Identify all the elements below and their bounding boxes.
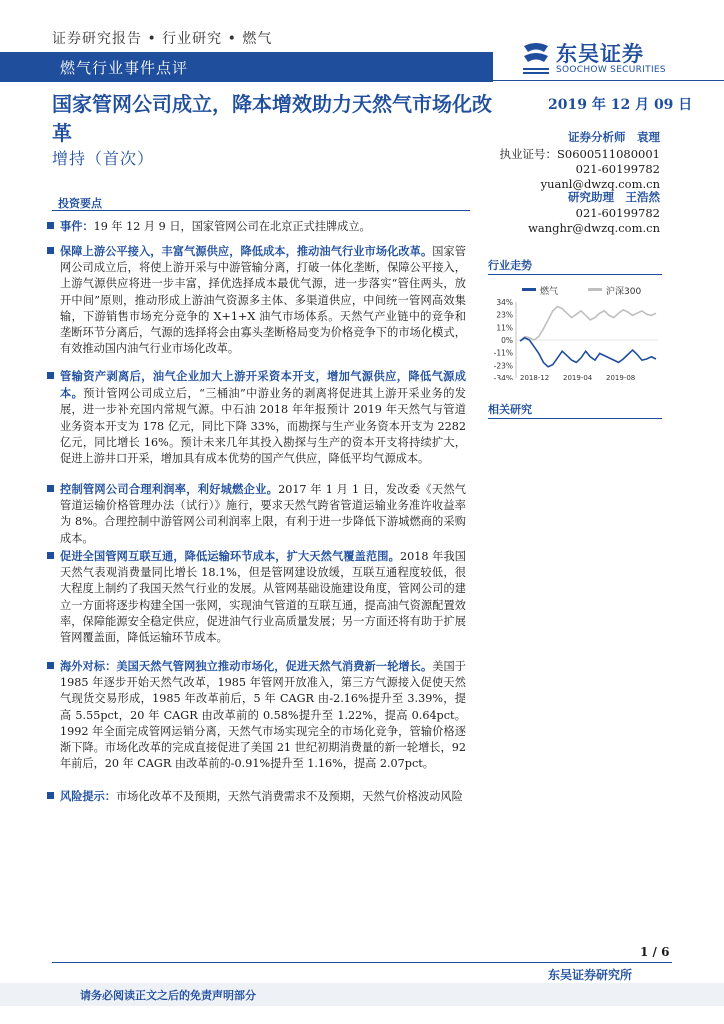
bullet-head: 促进全国管网互联互通，降低运输环节成本，扩大天然气覆盖范围。	[60, 549, 400, 563]
bullet-square	[47, 372, 54, 379]
logo-english-name: SOOCHOW SECURITIES	[556, 65, 666, 75]
x-tick-label: 2019-08	[606, 374, 636, 380]
trend-title: 行业走势	[488, 259, 532, 272]
bullet-head: 保障上游公平接入，丰富气源供应，降低成本，推动油气行业市场化改革。	[60, 244, 433, 258]
section-divider	[52, 210, 470, 211]
bullet-network	[60, 548, 466, 646]
y-tick-label: 23%	[496, 310, 513, 320]
bullet-upstream	[60, 243, 466, 357]
y-tick-label: 34%	[496, 298, 513, 307]
y-tick-label: -11%	[493, 348, 513, 358]
report-type-banner	[0, 52, 493, 82]
y-tick-label: -23%	[493, 361, 513, 371]
legend-swatch	[588, 288, 602, 291]
disclaimer-text: 请务必阅读正文之后的免责声明部分	[80, 989, 256, 1002]
footer-divider	[52, 962, 672, 963]
bullet-square	[47, 222, 54, 229]
bullet-body: 市场化改革不及预期，天然气消费需求不及预期，天然气价格波动风险	[115, 790, 463, 803]
report-date: 2019 年 12 月 09 日	[548, 97, 693, 113]
assistant-name: 研究助理 王浩然	[568, 190, 660, 204]
rating: 增持（首次）	[52, 149, 155, 168]
bullet-risk	[60, 788, 466, 805]
industry-trend-chart	[486, 280, 662, 380]
analyst-name: 证券分析师 袁理	[568, 130, 660, 144]
y-tick-label: 0%	[501, 336, 513, 345]
bullet-capex	[60, 368, 466, 467]
bullet-body: 2018 年我国天然气表观消费量同比增长 18.1%，但是管网建设放缓，互联互通程度较低，很大程度上制约了我国天然气行业的发展。从管网基础设施建设角度，管网公司的建立一方面将逐步构建全国一张网，实现油气管道的互联互通，提高油气资源配置效率，保障能源安全稳定供应，促进油气行业高质量发展；另一方面还将有助于扩展管网覆盖面，降低运输环节成本。	[60, 550, 466, 645]
bullet-body: 19 年 12 月 9 日，国家管网公司在北京正式挂牌成立。	[93, 220, 371, 233]
y-tick-label: -34%	[493, 374, 513, 380]
bullet-head: 事件：	[60, 219, 94, 233]
banner-label: 燃气行业事件点评	[60, 59, 189, 77]
y-tick-label: 11%	[496, 323, 513, 333]
bullet-head: 管输资产剥离后，油气企业加大上游开采资本开支，增加气源供应，降低气源成本。	[60, 369, 466, 401]
bullet-square	[47, 247, 54, 254]
analyst-cert: 执业证号：S0600511080001	[499, 147, 660, 161]
bullet-profit	[60, 481, 466, 547]
logo-mark-icon	[520, 40, 552, 76]
legend-label: 燃气	[540, 287, 559, 297]
legend-swatch	[522, 288, 536, 291]
header-divider	[490, 80, 724, 81]
bullet-square	[47, 485, 54, 492]
bullet-event	[60, 218, 466, 235]
legend-label: 沪深300	[606, 287, 642, 297]
analyst-email: yuanl@dwzq.com.cn	[540, 177, 660, 191]
series-line	[520, 307, 656, 342]
bullet-head: 控制管网公司合理利润率，利好城燃企业。	[60, 482, 279, 496]
company-logo	[520, 38, 690, 80]
bullet-body: 国家管网公司成立后，将使上游开采与中游管输分离，打破一体化垄断，保障公平接入，上游气源供应将进一步丰富，择优选择成本最优气源，进一步落实“管住两头，放开中间”原则，推动形成上游油气资源多主体、多渠道供应，中间统一管网高效集输，下游销售市场充分竞争的 X+1+X 油气市场体系。天然气产业链中的竞争和垄断环节分离后，气源的选择将会由寡头垄断格局变为价格竞争下的市场化模式，有效推动国内油气行业市场化改革。	[60, 245, 466, 356]
bullet-body: 预计管网公司成立后，“三桶油”中游业务的剥离将促进其上游开采业务的发展，进一步补充国内常规气源。中石油 2018 年年报预计 2019 年天然气与管道业务资本开支为 178 亿元，同比下降 33%，而勘探与生产业务资本开支为 2282 亿元，同比增长 16%。预计未来几年其投入勘探与生产的资本开支将持续扩大，促进上游井口开采，增加具有成本优势的国产气供应，降低平均气源成本。	[60, 387, 466, 466]
bullet-body: 2017 年 1 月 1 日，发改委《天然气管道运输价格管理办法（试行）》施行，要求天然气跨省管道运输业务准许收益率为 8%。合理控制中游管网公司利润率上限，有利于进一步降低下游城燃商的采购成本。	[60, 483, 466, 545]
related-research-title: 相关研究	[488, 403, 532, 416]
bullet-square	[47, 662, 54, 669]
bullet-square	[47, 792, 54, 799]
bullet-body: 美国于 1985 年逐步开始天然气改革，1985 年管网开放准入，第三方气源接入促使天然气现货交易形成，1985 年改革前后，5 年 CAGR 由-2.16%提升至 3.39%，提高 5.55pct，20 年 CAGR 由改革前的 0.58%提升至 1.22%，提高 0.64pct。1992 年全面完成管网运销分离，天然气市场实现完全的市场化竞争，管输价格逐渐下降。市场化改革的完成直接促进了美国 21 世纪初期消费量的新一轮增长，92 年前后，20 年 CAGR 由改革前的-0.91%提升至 1.16%，提高 2.07pct。	[60, 660, 466, 771]
x-tick-label: 2019-04	[563, 374, 593, 380]
trend-divider	[488, 274, 662, 275]
bullet-head: 海外对标：美国天然气管网独立推动市场化，促进天然气消费新一轮增长。	[60, 659, 433, 673]
related-divider	[488, 418, 662, 419]
bullet-overseas	[60, 658, 466, 772]
logo-name: 东吴证券	[556, 42, 644, 66]
series-line	[520, 338, 656, 367]
page-number: 1 / 6	[640, 945, 670, 959]
assistant-phone: 021-60199782	[575, 206, 660, 220]
assistant-email: wanghr@dwzq.com.cn	[528, 221, 660, 235]
bullet-square	[47, 552, 54, 559]
analyst-phone: 021-60199782	[575, 162, 660, 176]
section-title: 投资要点	[58, 197, 102, 210]
footer-company: 东吴证券研究所	[548, 968, 633, 982]
report-title: 国家管网公司成立，降本增效助力天然气市场化改革	[52, 92, 492, 145]
x-tick-label: 2018-12	[520, 374, 550, 380]
bullet-head: 风险提示：	[60, 789, 116, 803]
breadcrumb: 证券研究报告 • 行业研究 • 燃气	[52, 31, 273, 47]
disclaimer-bar	[0, 983, 724, 1006]
